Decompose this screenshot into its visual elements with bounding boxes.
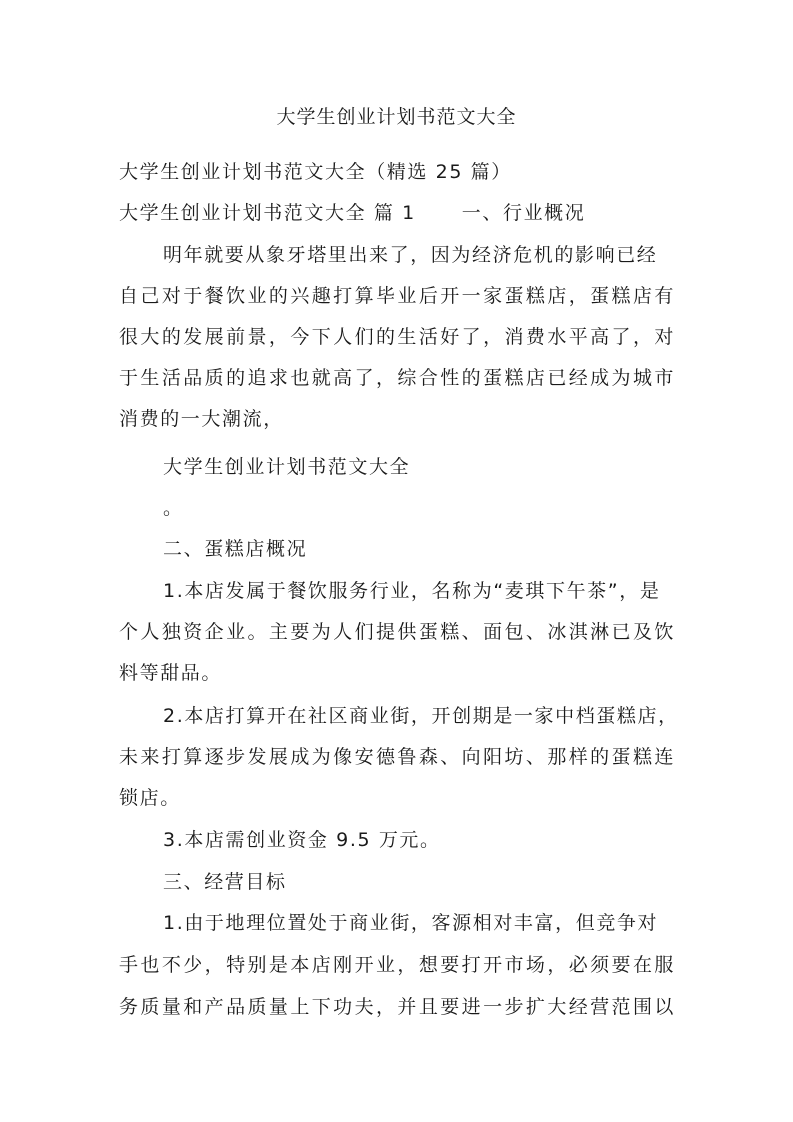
list-item-line: 个人独资企业。主要为人们提供蛋糕、面包、冰淇淋已及饮 — [119, 621, 675, 643]
paragraph-line: 消费的一大潮流， — [119, 408, 284, 430]
section-heading-right: 一、行业概况 — [461, 202, 586, 224]
paragraph-line: 明年就要从象牙塔里出来了，因为经济危机的影响已经 — [163, 244, 658, 266]
heading-business-goals: 三、经营目标 — [163, 871, 287, 893]
list-item-line: 务质量和产品质量上下功夫，并且要进一步扩大经营范围以 — [119, 996, 675, 1018]
list-item-line: 2.本店打算开在社区商业街，开创期是一家中档蛋糕店， — [163, 705, 679, 727]
list-item-line: 手也不少，特别是本店刚开业，想要打开市场，必须要在服 — [119, 954, 675, 976]
subtitle: 大学生创业计划书范文大全（精选 25 篇） — [119, 161, 512, 183]
heading-store-overview: 二、蛋糕店概况 — [163, 538, 308, 560]
paragraph-line: 自己对于餐饮业的兴趣打算毕业后开一家蛋糕店，蛋糕店有 — [119, 285, 675, 307]
paragraph-line: 于生活品质的追求也就高了，综合性的蛋糕店已经成为城市 — [119, 367, 675, 389]
repeat-title: 大学生创业计划书范文大全 — [163, 456, 411, 478]
list-item-line: 锁店。 — [119, 787, 181, 809]
period-line: 。 — [163, 497, 184, 519]
document-title: 大学生创业计划书范文大全 — [276, 106, 517, 128]
list-item-line: 1.本店发属于餐饮服务行业，名称为“麦琪下午茶”，是 — [163, 580, 661, 602]
list-item-line: 3.本店需创业资金 9.5 万元。 — [163, 829, 441, 851]
paragraph-line: 很大的发展前景，今下人们的生活好了，消费水平高了，对 — [119, 326, 675, 348]
list-item-line: 1.由于地理位置处于商业街，客源相对丰富，但竞争对 — [163, 912, 659, 934]
section-heading-left: 大学生创业计划书范文大全 篇 1 — [119, 202, 416, 224]
section-heading — [119, 193, 585, 233]
list-item-line: 料等甜品。 — [119, 662, 223, 684]
list-item-line: 未来打算逐步发展成为像安德鲁森、向阳坊、那样的蛋糕连 — [119, 746, 675, 768]
